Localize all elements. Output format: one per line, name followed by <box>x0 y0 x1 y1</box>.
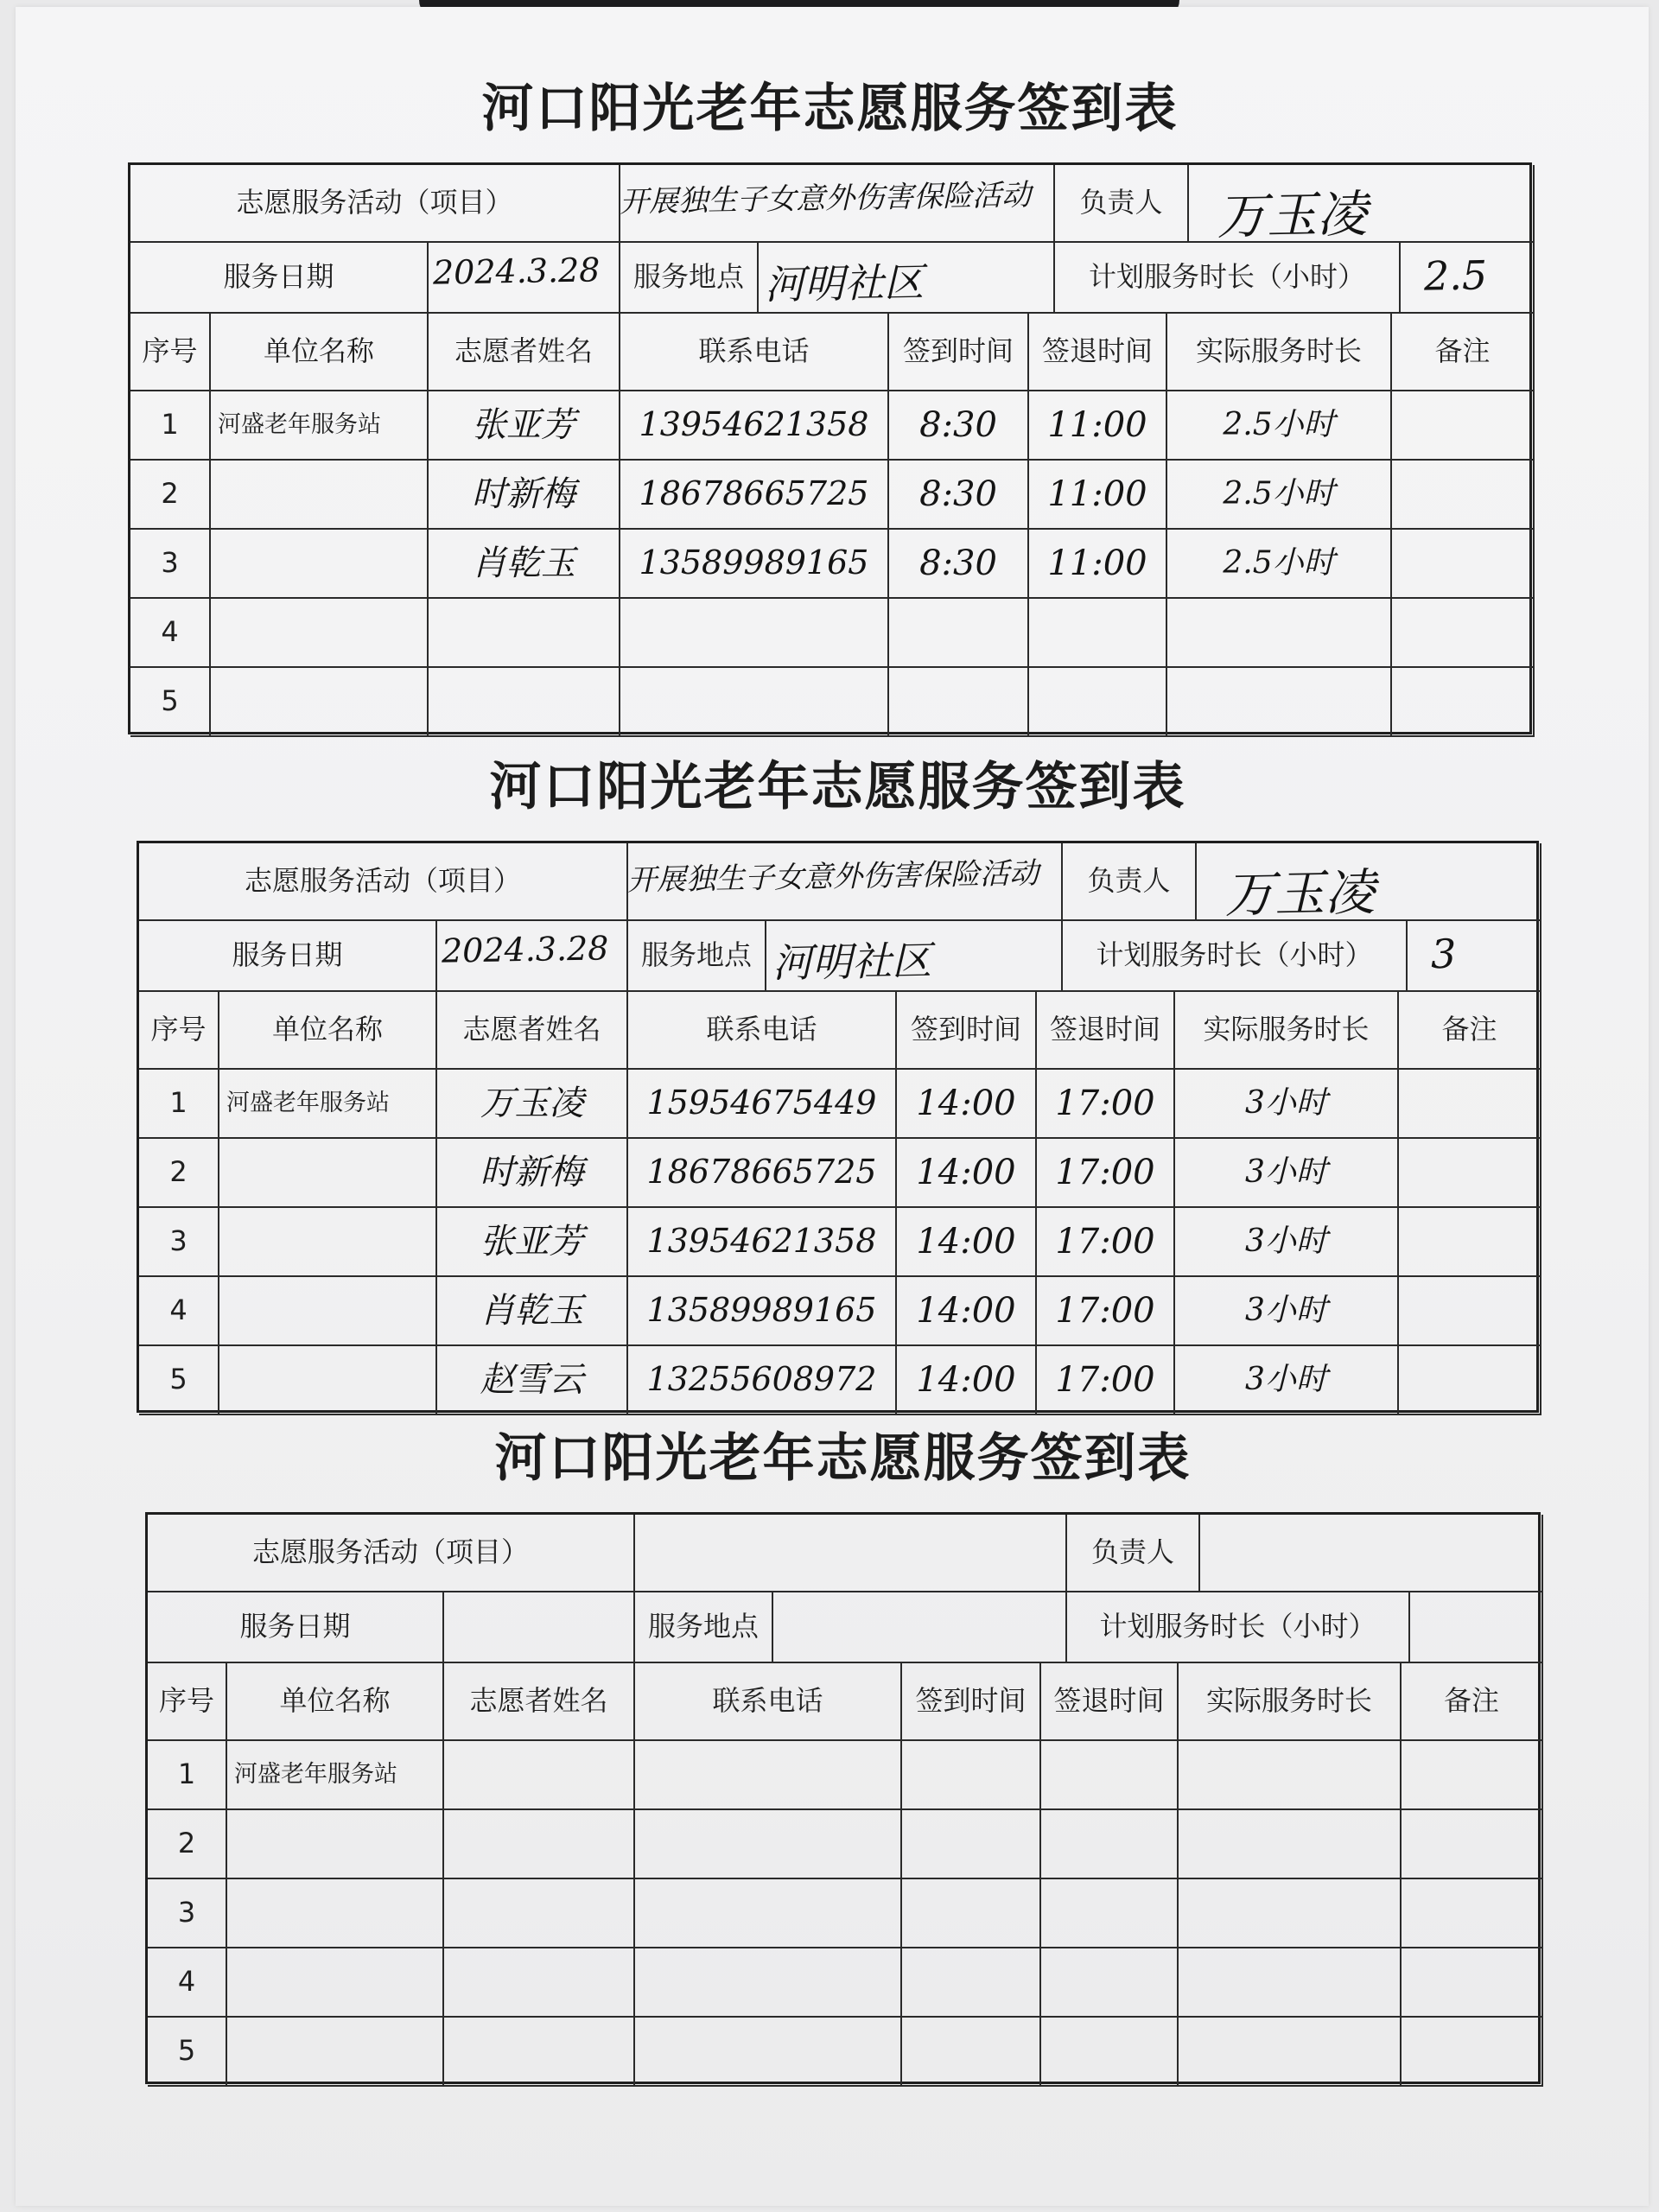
table-cell[interactable] <box>1402 1741 1543 1810</box>
table-cell[interactable]: 赵雪云 <box>437 1346 628 1415</box>
form-title: 河口阳光老年志愿服务签到表 <box>494 1428 1192 1489</box>
table-cell[interactable] <box>902 1948 1041 2018</box>
date-label: 服务日期 <box>148 1592 444 1663</box>
table-cell[interactable] <box>1167 668 1392 737</box>
column-header: 签退时间 <box>1029 314 1167 391</box>
table-cell[interactable]: 14:00 <box>897 1139 1037 1208</box>
table-cell[interactable] <box>211 599 429 668</box>
column-header: 实际服务时长 <box>1167 314 1392 391</box>
form-grid <box>137 841 1539 1413</box>
row-number: 2 <box>139 1139 219 1208</box>
column-header: 单位名称 <box>219 992 437 1070</box>
table-cell[interactable]: 2.5小时 <box>1167 461 1392 530</box>
table-cell[interactable] <box>902 1741 1041 1810</box>
column-header: 序号 <box>148 1663 227 1741</box>
table-cell[interactable]: 18678665725 <box>620 461 889 530</box>
row-number: 3 <box>130 530 211 599</box>
table-cell[interactable] <box>620 668 889 737</box>
table-cell[interactable]: 13954621358 <box>620 391 889 461</box>
table-cell[interactable]: 15954675449 <box>628 1070 897 1139</box>
table-cell[interactable]: 3小时 <box>1175 1277 1399 1346</box>
table-cell[interactable] <box>219 1277 437 1346</box>
column-header: 签退时间 <box>1037 992 1175 1070</box>
table-cell[interactable]: 18678665725 <box>628 1139 897 1208</box>
column-header: 签到时间 <box>889 314 1029 391</box>
planned-hours-label: 计划服务时长（小时） <box>1067 1592 1410 1663</box>
column-header: 序号 <box>130 314 211 391</box>
form-title: 河口阳光老年志愿服务签到表 <box>489 757 1186 817</box>
table-cell[interactable] <box>1392 599 1535 668</box>
table-cell[interactable] <box>902 1879 1041 1948</box>
table-cell[interactable]: 17:00 <box>1037 1070 1175 1139</box>
table-cell[interactable] <box>1402 1810 1543 1879</box>
handwritten-location: 河明社区 <box>772 937 932 987</box>
table-cell[interactable] <box>227 1948 444 2018</box>
table-cell[interactable] <box>1399 1346 1541 1415</box>
table-cell[interactable] <box>902 2018 1041 2087</box>
table-cell[interactable] <box>620 599 889 668</box>
table-cell[interactable] <box>1392 530 1535 599</box>
handwritten-leader: 万玉凌 <box>1216 184 1368 246</box>
handwritten-leader: 万玉凌 <box>1224 862 1376 925</box>
column-header: 单位名称 <box>227 1663 444 1741</box>
table-cell[interactable] <box>211 530 429 599</box>
table-cell[interactable]: 14:00 <box>897 1277 1037 1346</box>
table-cell[interactable]: 时新梅 <box>437 1139 628 1208</box>
column-header: 备注 <box>1399 992 1541 1070</box>
table-cell[interactable]: 肖乾玉 <box>437 1277 628 1346</box>
planned-hours-field[interactable] <box>1408 921 1541 992</box>
table-cell[interactable] <box>1179 1879 1402 1948</box>
row-number: 5 <box>130 668 211 737</box>
table-cell[interactable] <box>211 461 429 530</box>
table-cell[interactable] <box>219 1346 437 1415</box>
table-cell[interactable] <box>227 1879 444 1948</box>
planned-hours-label: 计划服务时长（小时） <box>1055 243 1401 314</box>
column-header: 签退时间 <box>1041 1663 1179 1741</box>
handwritten-planned-hours: 2.5 <box>1423 251 1488 300</box>
column-header: 联系电话 <box>620 314 889 391</box>
handwritten-location: 河明社区 <box>764 258 925 308</box>
table-cell[interactable] <box>889 668 1029 737</box>
location-label: 服务地点 <box>635 1592 773 1663</box>
table-cell[interactable]: 13255608972 <box>628 1346 897 1415</box>
table-cell[interactable] <box>1029 668 1167 737</box>
table-cell[interactable] <box>444 1948 635 2018</box>
table-cell[interactable]: 8:30 <box>889 391 1029 461</box>
handwritten-activity: 开展独生子女意外伤害保险活动 <box>619 177 1032 220</box>
table-cell[interactable] <box>635 1879 902 1948</box>
table-cell[interactable] <box>1399 1277 1541 1346</box>
table-cell[interactable] <box>1402 1948 1543 2018</box>
row-number: 1 <box>148 1741 227 1810</box>
table-cell[interactable] <box>219 1139 437 1208</box>
table-cell[interactable]: 13954621358 <box>628 1208 897 1277</box>
row-number: 1 <box>139 1070 219 1139</box>
table-cell[interactable] <box>1179 1948 1402 2018</box>
row-number: 2 <box>130 461 211 530</box>
activity-label: 志愿服务活动（项目） <box>148 1515 635 1592</box>
table-cell[interactable] <box>1399 1208 1541 1277</box>
table-cell[interactable] <box>1392 391 1535 461</box>
table-cell[interactable]: 河盛老年服务站 <box>219 1070 437 1139</box>
form-grid <box>128 162 1532 734</box>
column-header: 志愿者姓名 <box>437 992 628 1070</box>
column-header: 签到时间 <box>897 992 1037 1070</box>
activity-label: 志愿服务活动（项目） <box>130 165 620 243</box>
table-cell[interactable]: 13589989165 <box>628 1277 897 1346</box>
leader-label: 负责人 <box>1055 165 1189 243</box>
table-cell[interactable] <box>444 2018 635 2087</box>
leader-field[interactable] <box>1200 1515 1543 1592</box>
table-cell[interactable] <box>429 668 620 737</box>
table-cell[interactable]: 17:00 <box>1037 1346 1175 1415</box>
table-cell[interactable]: 17:00 <box>1037 1139 1175 1208</box>
table-cell[interactable]: 14:00 <box>897 1070 1037 1139</box>
row-number: 1 <box>130 391 211 461</box>
date-label: 服务日期 <box>139 921 437 992</box>
table-cell[interactable]: 2.5小时 <box>1167 391 1392 461</box>
table-cell[interactable] <box>1179 1741 1402 1810</box>
paper-sheet <box>16 7 1649 2206</box>
table-cell[interactable] <box>635 1741 902 1810</box>
table-cell[interactable] <box>1402 2018 1543 2087</box>
table-cell[interactable]: 11:00 <box>1029 530 1167 599</box>
table-cell[interactable]: 3小时 <box>1175 1346 1399 1415</box>
row-number: 4 <box>148 1948 227 2018</box>
table-cell[interactable]: 时新梅 <box>429 461 620 530</box>
table-cell[interactable]: 11:00 <box>1029 461 1167 530</box>
planned-hours-label: 计划服务时长（小时） <box>1063 921 1408 992</box>
location-label: 服务地点 <box>628 921 766 992</box>
table-cell[interactable]: 河盛老年服务站 <box>211 391 429 461</box>
table-cell[interactable] <box>1179 1810 1402 1879</box>
table-cell[interactable] <box>1041 2018 1179 2087</box>
date-label: 服务日期 <box>130 243 429 314</box>
table-cell[interactable] <box>1392 461 1535 530</box>
table-cell[interactable]: 3小时 <box>1175 1139 1399 1208</box>
table-cell[interactable]: 11:00 <box>1029 391 1167 461</box>
table-cell[interactable] <box>444 1879 635 1948</box>
column-header: 序号 <box>139 992 219 1070</box>
column-header: 实际服务时长 <box>1179 1663 1402 1741</box>
handwritten-date: 2024.3.28 <box>441 929 609 970</box>
table-cell[interactable] <box>1167 599 1392 668</box>
table-cell[interactable]: 8:30 <box>889 461 1029 530</box>
table-cell[interactable] <box>1041 1810 1179 1879</box>
table-cell[interactable]: 万玉凌 <box>437 1070 628 1139</box>
table-cell[interactable]: 张亚芳 <box>437 1208 628 1277</box>
table-cell[interactable]: 14:00 <box>897 1346 1037 1415</box>
table-cell[interactable] <box>635 2018 902 2087</box>
row-number: 4 <box>130 599 211 668</box>
row-number: 4 <box>139 1277 219 1346</box>
table-cell[interactable]: 17:00 <box>1037 1277 1175 1346</box>
table-cell[interactable]: 3小时 <box>1175 1070 1399 1139</box>
table-cell[interactable] <box>889 599 1029 668</box>
table-cell[interactable] <box>1041 1879 1179 1948</box>
handwritten-activity: 开展独生子女意外伤害保险活动 <box>626 855 1039 899</box>
table-cell[interactable] <box>227 1810 444 1879</box>
table-cell[interactable] <box>1041 1741 1179 1810</box>
handwritten-planned-hours: 3 <box>1430 930 1457 978</box>
location-label: 服务地点 <box>620 243 759 314</box>
column-header: 志愿者姓名 <box>444 1663 635 1741</box>
table-cell[interactable]: 13589989165 <box>620 530 889 599</box>
table-cell[interactable] <box>1179 2018 1402 2087</box>
row-number: 2 <box>148 1810 227 1879</box>
table-cell[interactable] <box>1029 599 1167 668</box>
form-grid <box>145 1512 1541 2084</box>
leader-label: 负责人 <box>1067 1515 1200 1592</box>
table-cell[interactable] <box>444 1810 635 1879</box>
column-header: 实际服务时长 <box>1175 992 1399 1070</box>
table-cell[interactable] <box>902 1810 1041 1879</box>
table-cell[interactable] <box>227 2018 444 2087</box>
column-header: 备注 <box>1402 1663 1543 1741</box>
planned-hours-field[interactable] <box>1410 1592 1543 1663</box>
table-cell[interactable] <box>219 1208 437 1277</box>
table-cell[interactable] <box>1041 1948 1179 2018</box>
row-number: 5 <box>139 1346 219 1415</box>
table-cell[interactable] <box>429 599 620 668</box>
table-cell[interactable]: 8:30 <box>889 530 1029 599</box>
column-header: 单位名称 <box>211 314 429 391</box>
row-number: 3 <box>139 1208 219 1277</box>
table-cell[interactable]: 14:00 <box>897 1208 1037 1277</box>
table-cell[interactable]: 3小时 <box>1175 1208 1399 1277</box>
column-header: 志愿者姓名 <box>429 314 620 391</box>
table-cell[interactable] <box>1402 1879 1543 1948</box>
table-cell[interactable] <box>1392 668 1535 737</box>
activity-label: 志愿服务活动（项目） <box>139 843 628 921</box>
table-cell[interactable] <box>635 1948 902 2018</box>
table-cell[interactable] <box>211 668 429 737</box>
column-header: 备注 <box>1392 314 1535 391</box>
table-cell[interactable] <box>1399 1139 1541 1208</box>
leader-label: 负责人 <box>1063 843 1197 921</box>
table-cell[interactable] <box>444 1741 635 1810</box>
table-cell[interactable]: 河盛老年服务站 <box>227 1741 444 1810</box>
table-cell[interactable]: 17:00 <box>1037 1208 1175 1277</box>
column-header: 联系电话 <box>628 992 897 1070</box>
activity-field[interactable] <box>635 1515 1067 1592</box>
table-cell[interactable]: 2.5小时 <box>1167 530 1392 599</box>
row-number: 3 <box>148 1879 227 1948</box>
table-cell[interactable]: 肖乾玉 <box>429 530 620 599</box>
table-cell[interactable] <box>1399 1070 1541 1139</box>
column-header: 签到时间 <box>902 1663 1041 1741</box>
form-title: 河口阳光老年志愿服务签到表 <box>481 79 1179 139</box>
row-number: 5 <box>148 2018 227 2087</box>
table-cell[interactable]: 张亚芳 <box>429 391 620 461</box>
column-header: 联系电话 <box>635 1663 902 1741</box>
table-cell[interactable] <box>635 1810 902 1879</box>
handwritten-date: 2024.3.28 <box>432 251 601 292</box>
location-field[interactable] <box>773 1592 1067 1663</box>
date-field[interactable] <box>444 1592 635 1663</box>
